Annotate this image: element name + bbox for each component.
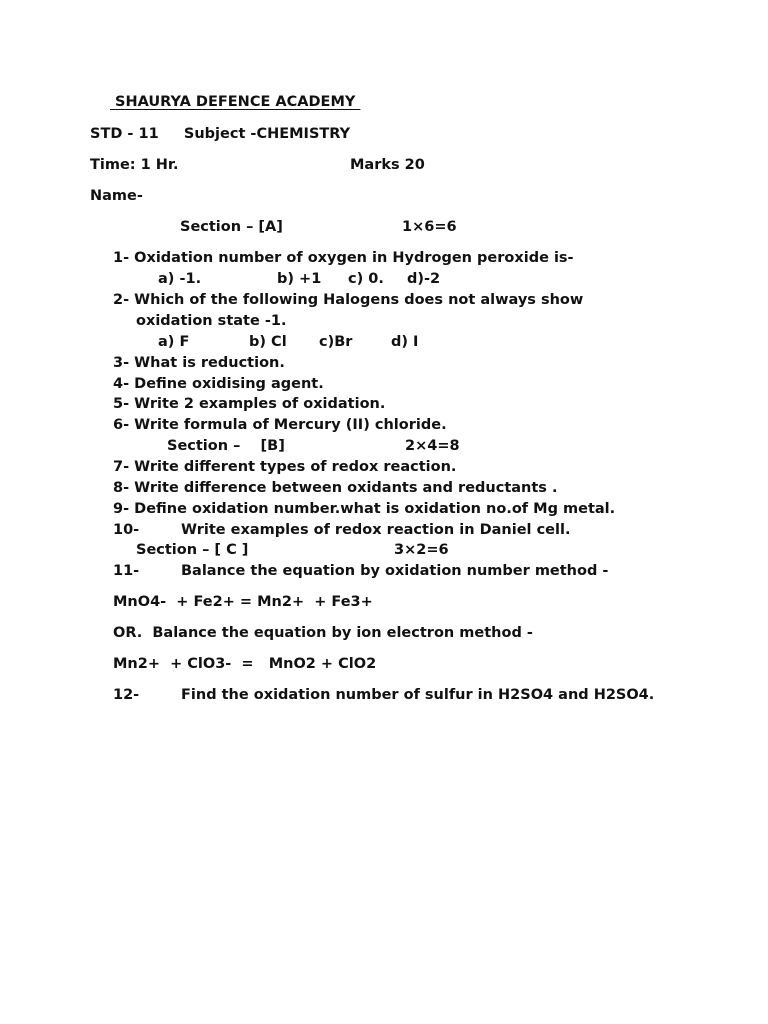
q2-option-b: b) Cl	[249, 334, 287, 350]
section-a-marks: 1×6=6	[402, 219, 457, 235]
section-c-heading: Section – [ C ]	[136, 542, 249, 558]
marks-label: Marks 20	[350, 157, 425, 173]
q1-option-d: d)-2	[407, 271, 441, 287]
q1-option-b: b) +1	[277, 271, 322, 287]
question-11-number: 11-	[113, 563, 140, 579]
question-2-continuation: oxidation state -1.	[136, 313, 287, 329]
question-8: 8- Write difference between oxidants and reductants .	[113, 480, 558, 496]
question-10-number: 10-	[113, 522, 140, 538]
std-subject-line: STD - 11 Subject -CHEMISTRY	[90, 126, 351, 142]
section-b-heading: Section – [B]	[167, 438, 285, 454]
or-alternative: OR. Balance the equation by ion electron method -	[113, 625, 533, 641]
q2-option-d: d) I	[391, 334, 419, 350]
question-9: 9- Define oxidation number.what is oxidation no.of Mg metal.	[113, 501, 616, 517]
name-label: Name-	[90, 188, 143, 204]
question-3: 3- What is reduction.	[113, 355, 285, 371]
q1-option-c: c) 0.	[348, 271, 384, 287]
q2-option-c: c)Br	[319, 334, 353, 350]
question-7: 7- Write different types of redox reaction.	[113, 459, 457, 475]
question-10: Write examples of redox reaction in Daniel cell.	[181, 522, 571, 538]
question-6: 6- Write formula of Mercury (II) chloride.	[113, 417, 447, 433]
question-11: Balance the equation by oxidation number method -	[181, 563, 609, 579]
time-label: Time: 1 Hr.	[90, 157, 179, 173]
section-a-heading: Section – [A]	[180, 219, 283, 235]
q1-option-a: a) -1.	[158, 271, 202, 287]
section-c-marks: 3×2=6	[394, 542, 449, 558]
question-4: 4- Define oxidising agent.	[113, 376, 324, 392]
question-5: 5- Write 2 examples of oxidation.	[113, 396, 386, 412]
q2-option-a: a) F	[158, 334, 190, 350]
page-title: SHAURYA DEFENCE ACADEMY	[110, 94, 361, 110]
question-12: Find the oxidation number of sulfur in H2SO4 and H2SO4.	[181, 687, 655, 703]
section-b-marks: 2×4=8	[405, 438, 460, 454]
equation-2: Mn2+ + ClO3- = MnO2 + ClO2	[113, 656, 377, 672]
question-1: 1- Oxidation number of oxygen in Hydrogen peroxide is-	[113, 250, 574, 266]
equation-1: MnO4- + Fe2+ = Mn2+ + Fe3+	[113, 594, 373, 610]
question-12-number: 12-	[113, 687, 140, 703]
question-2: 2- Which of the following Halogens does not always show	[113, 292, 584, 308]
